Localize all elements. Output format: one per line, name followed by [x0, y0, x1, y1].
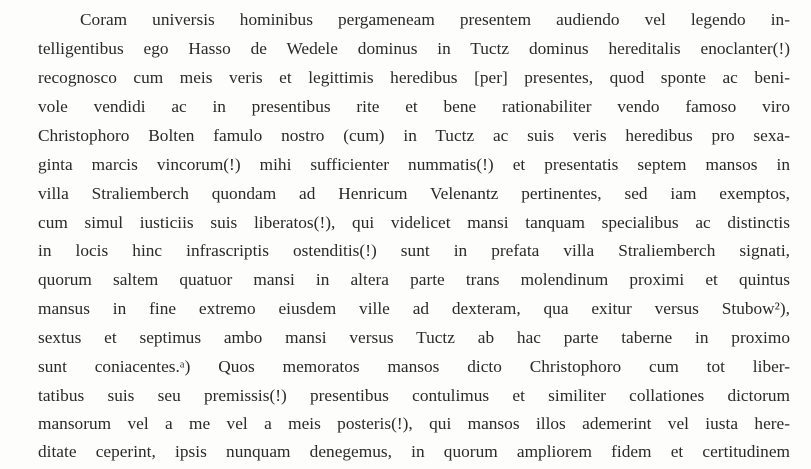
text-line: recognosco cum meis veris et legittimis heredibus [per] presentes, quod sponte ac beni-	[38, 68, 790, 87]
text-line: mansus in fine extremo eiusdem ville ad dexteram, qua exitur versus Stubow²),	[38, 299, 790, 318]
text-line: quorum saltem quatuor mansi in altera parte trans molendinum proximi et quintus	[38, 270, 790, 289]
text-line: tatibus suis seu premissis(!) presentibus contulimus et similiter collationes dictorum	[38, 386, 790, 405]
text-line: villa Straliemberch quondam ad Henricum Velenantz pertinentes, sed iam exemptos,	[38, 184, 790, 203]
text-line: ditate ceperint, ipsis nunquam denegemus, in quorum ampliorem fidem et certitudinem	[38, 442, 790, 461]
text-line: cum simul iusticiis suis liberatos(!), qui videlicet mansi tanquam specialibus ac distinctis	[38, 213, 790, 232]
text-line: in locis hinc infrascriptis ostenditis(!) sunt in prefata villa Straliemberch signati,	[38, 241, 790, 260]
text-line: vole vendidi ac in presentibus rite et bene rationabiliter vendo famoso viro	[38, 97, 790, 116]
text-line: Coram universis hominibus pergameneam presentem audiendo vel legendo in-	[80, 10, 790, 29]
text-line: Christophoro Bolten famulo nostro (cum) in Tuctz ac suis veris heredibus pro sexa-	[38, 126, 790, 145]
text-line: sunt coniacentes.ᵃ) Quos memoratos mansos dicto Christophoro cum tot liber-	[38, 357, 790, 376]
text-line: telligentibus ego Hasso de Wedele dominus in Tuctz dominus hereditalis enoclanter(!)	[38, 39, 790, 58]
text-line: sextus et septimus ambo mansi versus Tuctz ab hac parte taberne in proximo	[38, 328, 790, 347]
text-line: ginta marcis vincorum(!) mihi sufficienter nummatis(!) et presentatis septem mansos in	[38, 155, 790, 174]
text-line: mansorum vel a me vel a meis posteris(!), qui mansos illos ademerint vel iusta here-	[38, 414, 790, 433]
